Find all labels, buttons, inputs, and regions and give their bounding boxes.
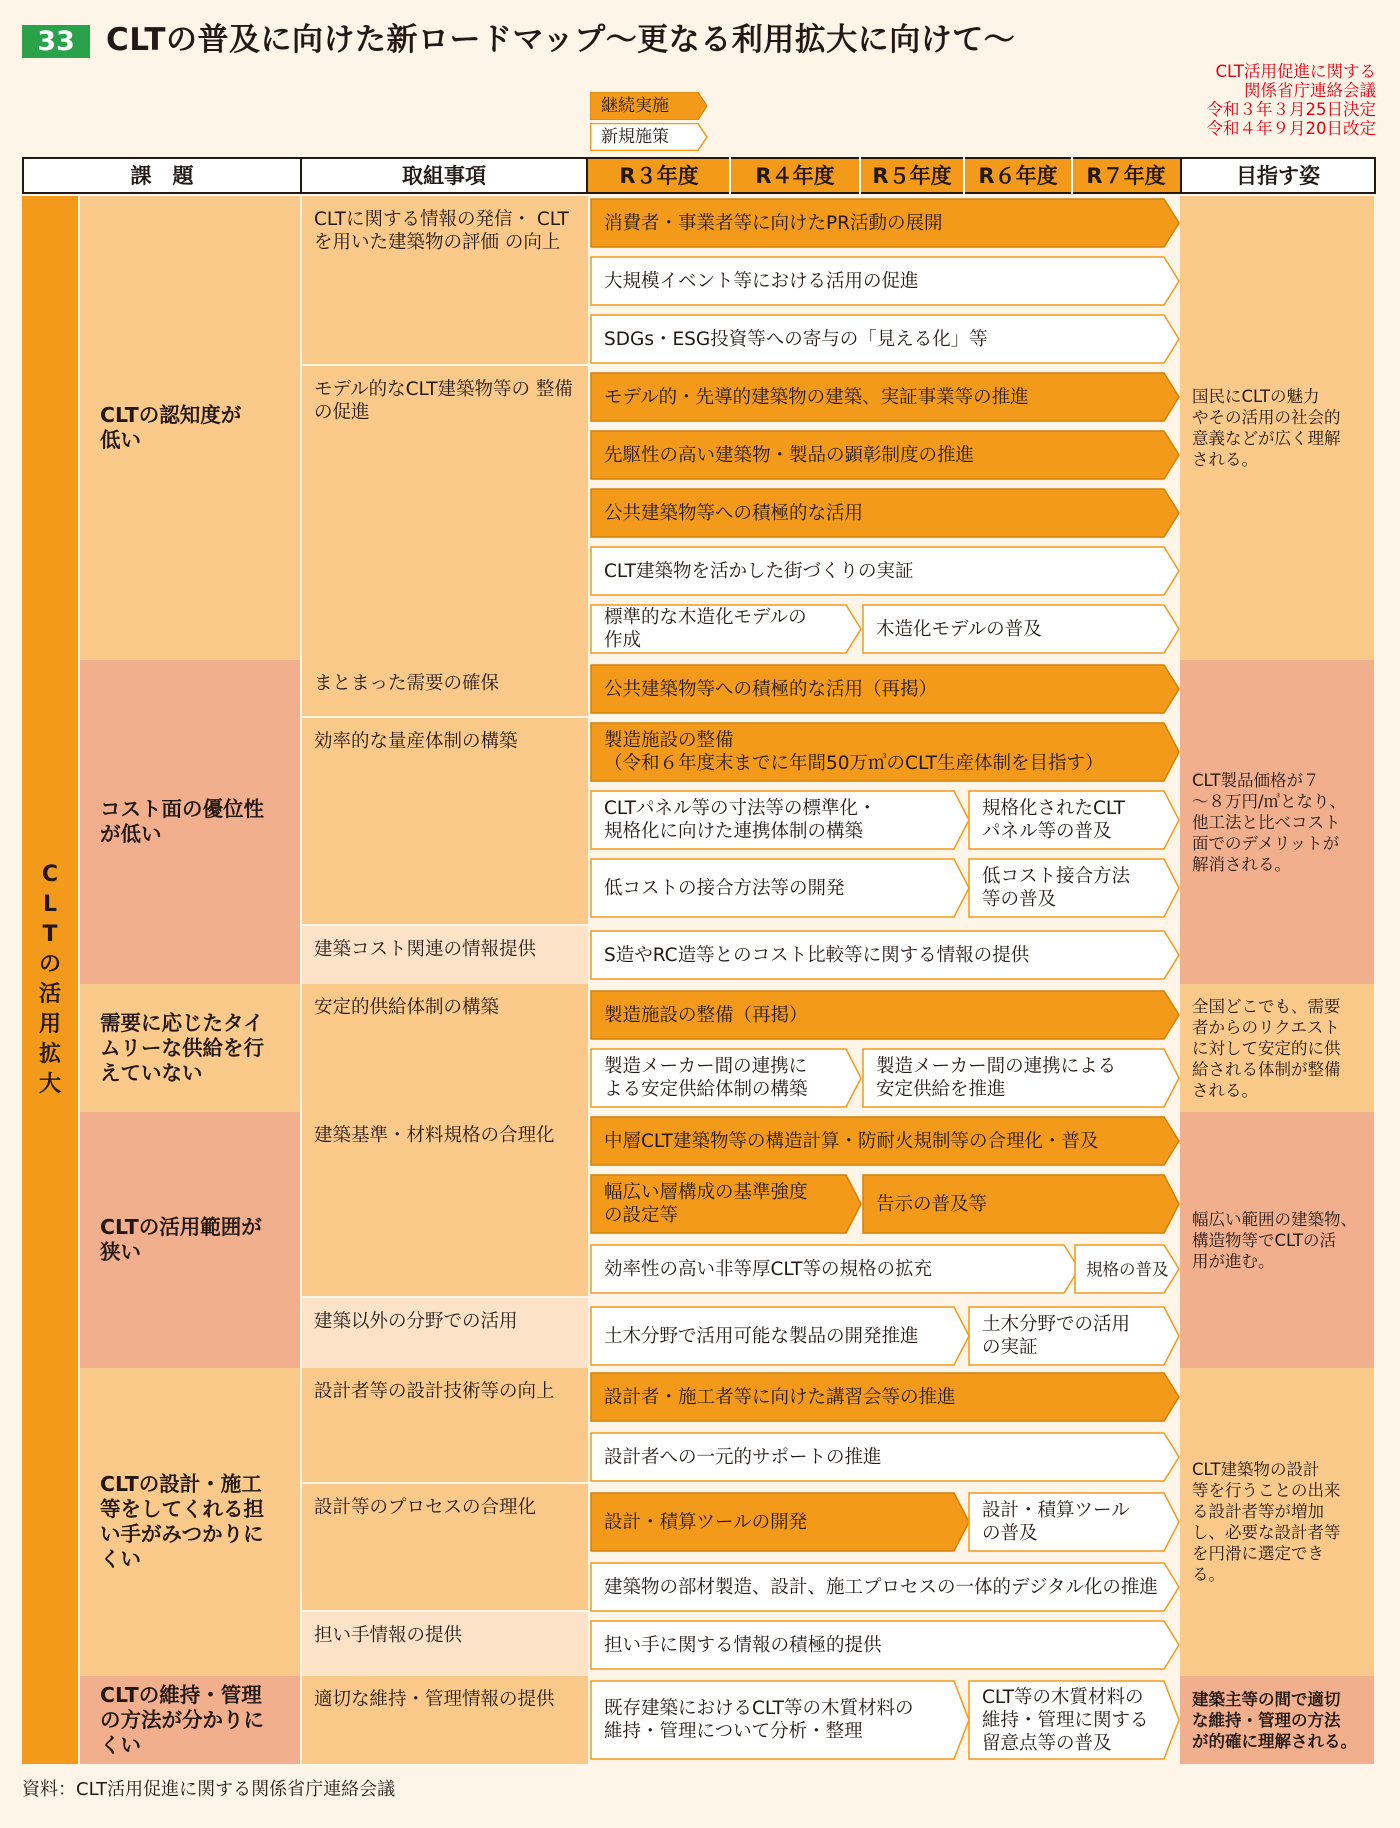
measure-arrow: 規格の普及 (1074, 1244, 1180, 1294)
measure-arrow: 製造施設の整備（再掲） (590, 990, 1180, 1040)
measure-arrow: 低コストの接合方法等の開発 (590, 858, 970, 918)
legend-continuing (590, 92, 708, 120)
goal-cell: CLT建築物の設計 等を行うことの出来 る設計者等が増加 し、必要な設計者等 を円滑に選定でき る。 (1180, 1368, 1374, 1676)
decision-line: 令和４年９月20日改定 (1206, 119, 1376, 138)
action-cell: 建築基準・材料規格の合理化 (302, 1112, 588, 1298)
decision-line: 令和３年３月25日決定 (1206, 100, 1376, 119)
issue-cell: CLTの維持・管理 の方法が分かりに くい (80, 1676, 300, 1764)
measure-arrow: 公共建築物等への積極的な活用 (590, 488, 1180, 538)
goal-cell: 国民にCLTの魅力 やその活用の社会的 意義などが広く理解 される。 (1180, 196, 1374, 660)
measure-arrow: モデル的・先導的建築物の建築、実証事業等の推進 (590, 372, 1180, 422)
header-year-r6: R６年度 (964, 157, 1072, 194)
measure-arrow: 木造化モデルの普及 (862, 604, 1180, 654)
measure-arrow: 大規模イベント等における活用の促進 (590, 256, 1180, 306)
measure-arrow: 既存建築におけるCLT等の木質材料の 維持・管理について分析・整理 (590, 1680, 970, 1760)
measure-arrow: 告示の普及等 (862, 1174, 1180, 1234)
issue-cell: 需要に応じたタイ ムリーな供給を行 えていない (80, 984, 300, 1112)
action-cell: 建築以外の分野での活用 (302, 1298, 588, 1368)
action-cell: 設計者等の設計技術等の向上 (302, 1368, 588, 1484)
measure-arrow: 消費者・事業者等に向けたPR活動の展開 (590, 198, 1180, 248)
header-goal: 目指す姿 (1180, 157, 1376, 194)
measure-arrow: 設計・積算ツール の普及 (968, 1492, 1180, 1552)
decision-line: 関係省庁連絡会議 (1244, 81, 1376, 100)
header-action: 取組事項 (302, 157, 588, 194)
decision-note (1166, 62, 1376, 138)
issue-cell: CLTの設計・施工 等をしてくれる担 い手がみつかりに くい (80, 1368, 300, 1676)
measure-arrow: 建築物の部材製造、設計、施工プロセスの一体的デジタル化の推進 (590, 1562, 1180, 1612)
action-cell: 安定的供給体制の構築 (302, 984, 588, 1112)
header-issue: 課 題 (22, 157, 302, 194)
issue-cell: コスト面の優位性 が低い (80, 660, 300, 984)
legend-continuing-label: 継続実施 (601, 96, 669, 116)
measure-arrow: CLT建築物を活かした街づくりの実証 (590, 546, 1180, 596)
measure-arrow: SDGs・ESG投資等への寄与の「見える化」等 (590, 314, 1180, 364)
measure-arrow: 標準的な木造化モデルの 作成 (590, 604, 862, 654)
goal-cell: 幅広い範囲の建築物、 構造物等でCLTの活 用が進む。 (1180, 1112, 1374, 1368)
figure-number: 33 (22, 25, 90, 58)
header-year-r3: R３年度 (588, 157, 730, 194)
header-year-r5: R５年度 (860, 157, 964, 194)
measure-arrow: 土木分野で活用可能な製品の開発推進 (590, 1306, 970, 1366)
measure-arrow: 先駆性の高い建築物・製品の顕彰制度の推進 (590, 430, 1180, 480)
source-note: 資料：CLT活用促進に関する関係省庁連絡会議 (22, 1779, 396, 1800)
decision-line: CLT活用促進に関する (1215, 62, 1376, 81)
action-cell: 適切な維持・管理情報の提供 (302, 1676, 588, 1764)
measure-arrow: 幅広い層構成の基準強度 の設定等 (590, 1174, 862, 1234)
legend-new (590, 123, 708, 151)
measure-arrow: 製造メーカー間の連携に よる安定供給体制の構築 (590, 1048, 862, 1108)
measure-arrow: 公共建築物等への積極的な活用（再掲） (590, 664, 1180, 714)
figure-title: CLTの普及に向けた新ロードマップ～更なる利用拡大に向けて～ (106, 22, 1016, 58)
issue-cell: CLTの活用範囲が 狭い (80, 1112, 300, 1368)
measure-arrow: 低コスト接合方法 等の普及 (968, 858, 1180, 918)
measure-arrow: S造やRC造等とのコスト比較等に関する情報の提供 (590, 930, 1180, 980)
measure-arrow: 効率性の高い非等厚CLT等の規格の拡充 (590, 1244, 1080, 1294)
issue-cell: CLTの認知度が 低い (80, 196, 300, 660)
year-divider (963, 157, 965, 194)
year-divider (1071, 157, 1073, 194)
header-year-r7: R７年度 (1072, 157, 1180, 194)
action-cell: 建築コスト関連の情報提供 (302, 926, 588, 984)
measure-arrow: 製造施設の整備 （令和６年度末までに年間50万㎥のCLT生産体制を目指す） (590, 722, 1180, 782)
action-cell: 担い手情報の提供 (302, 1612, 588, 1676)
vertical-label: C L T の 活 用 拡 大 (38, 862, 61, 1097)
action-cell: CLTに関する情報の発信・ CLTを用いた建築物の評価 の向上 (302, 196, 588, 366)
year-divider (729, 157, 731, 194)
goal-cell: 建築主等の間で適切 な維持・管理の方法 が的確に理解される。 (1180, 1676, 1374, 1764)
legend-new-label: 新規施策 (601, 127, 669, 147)
measure-arrow: CLTパネル等の寸法等の標準化・ 規格化に向けた連携体制の構築 (590, 790, 970, 850)
measure-arrow: 設計者・施工者等に向けた講習会等の推進 (590, 1372, 1180, 1422)
measure-arrow: 担い手に関する情報の積極的提供 (590, 1620, 1180, 1670)
measure-arrow: 規格化されたCLT パネル等の普及 (968, 790, 1180, 850)
action-cell: まとまった需要の確保 (302, 660, 588, 718)
measure-arrow: CLT等の木質材料の 維持・管理に関する 留意点等の普及 (968, 1680, 1180, 1760)
measure-arrow: 土木分野での活用 の実証 (968, 1306, 1180, 1366)
measure-arrow: 製造メーカー間の連携による 安定供給を推進 (862, 1048, 1180, 1108)
action-cell: 設計等のプロセスの合理化 (302, 1484, 588, 1612)
goal-cell: 全国どこでも、需要 者からのリクエスト に対して安定的に供 給される体制が整備 される。 (1180, 984, 1374, 1112)
year-divider (859, 157, 861, 194)
action-cell: モデル的なCLT建築物等の 整備の促進 (302, 366, 588, 660)
action-cell: 効率的な量産体制の構築 (302, 718, 588, 926)
measure-arrow: 設計・積算ツールの開発 (590, 1492, 970, 1552)
goal-cell: CLT製品価格が７ ～８万円/㎥となり、 他工法と比べコスト 面でのデメリットが 解消される。 (1180, 660, 1374, 984)
measure-arrow: 中層CLT建築物等の構造計算・防耐火規制等の合理化・普及 (590, 1116, 1180, 1166)
measure-arrow: 設計者への一元的サポートの推進 (590, 1432, 1180, 1482)
header-year-r4: R４年度 (730, 157, 860, 194)
